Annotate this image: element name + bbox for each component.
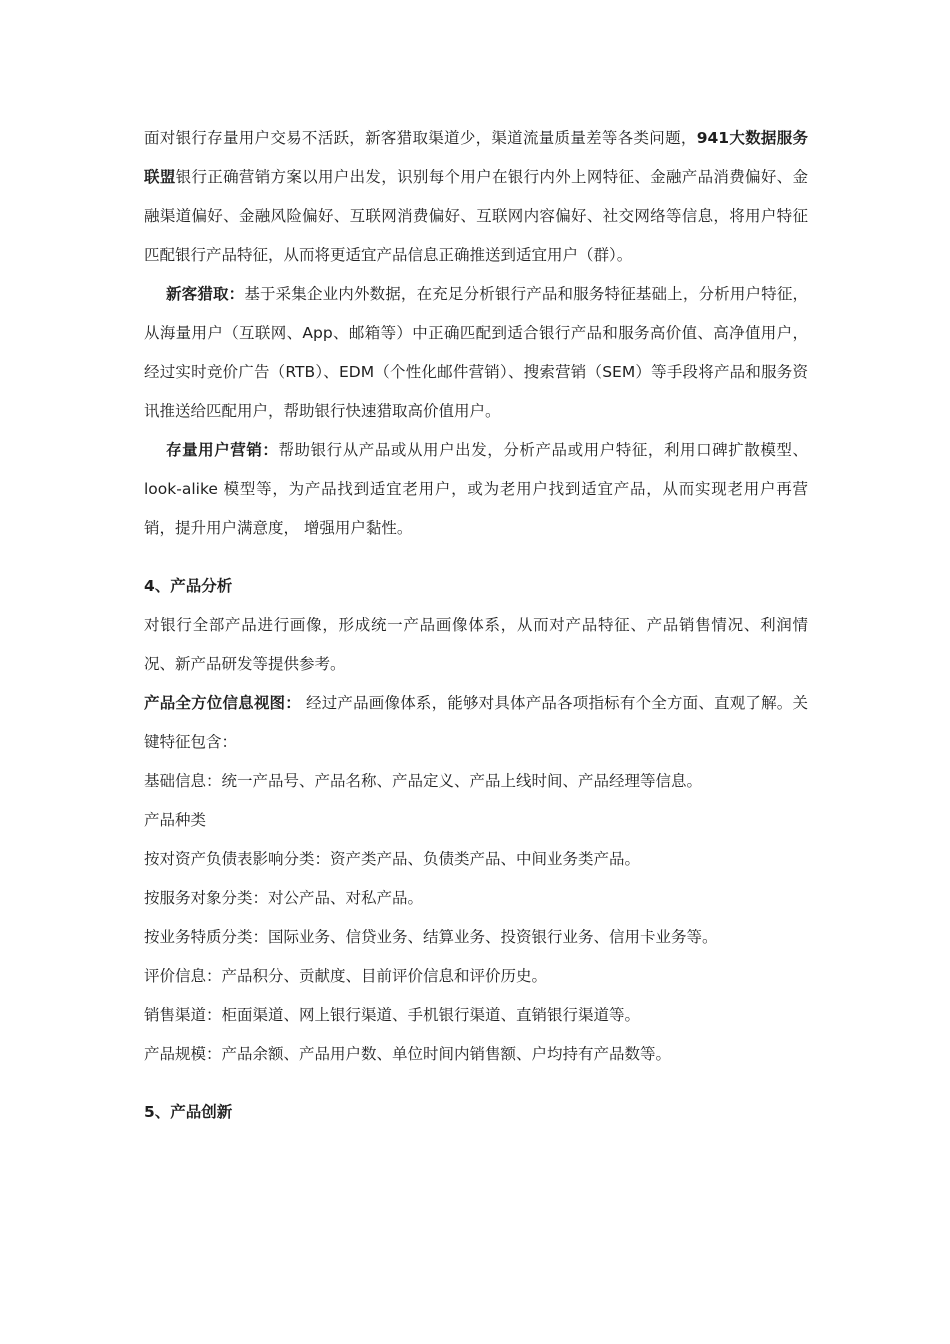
intro-text-1: 面对银行存量用户交易不活跃，新客猎取渠道少，渠道流量质量差等各类问题， [144,129,697,147]
product-view-label: 产品全方位信息视图： [144,694,301,712]
section5-heading: 5、产品创新 [144,1103,233,1121]
feature-item: 按服务对象分类：对公产品、对私产品。 [144,889,424,907]
feature-item: 按业务特质分类：国际业务、信贷业务、结算业务、投资银行业务、信用卡业务等。 [144,928,718,946]
existing-customer-text: 帮助银行从产品或从用户出发，分析产品或用户特征，利用口碑扩散模型、look-alike 模型等，为产品找到适宜老用户，或为老用户找到适宜产品，从而实现老用户再营销，提升用户满意度， 增强用户黏性。 [144,441,808,537]
product-view-paragraph [144,684,808,762]
existing-customer-label: 存量用户营销： [166,441,279,459]
intro-text-2: 银行正确营销方案以用户出发，识别每个用户在银行内外上网特征、金融产品消费偏好、金融渠道偏好、金融风险偏好、互联网消费偏好、互联网内容偏好、社交网络等信息，将用户特征匹配银行产品特征，从而将更适宜产品信息正确推送到适宜用户（群）。 [144,168,808,264]
existing-customer-paragraph [144,431,808,548]
feature-item: 销售渠道：柜面渠道、网上银行渠道、手机银行渠道、直销银行渠道等。 [144,1006,641,1024]
feature-item: 基础信息：统一产品号、产品名称、产品定义、产品上线时间、产品经理等信息。 [144,772,703,790]
feature-item: 按对资产负债表影响分类：资产类产品、负债类产品、中间业务类产品。 [144,850,641,868]
new-customer-label: 新客猎取： [166,285,245,303]
intro-brand-bold: 941大数据服务联盟 [144,129,808,186]
new-customer-text: 基于采集企业内外数据，在充足分析银行产品和服务特征基础上，分析用户特征，从海量用户（互联网、App、邮箱等）中正确匹配到适合银行产品和服务高价值、高净值用户，经过实时竞价广告（RTB）、EDM（个性化邮件营销）、搜索营销（SEM）等手段将产品和服务资讯推送给匹配用户，帮助银行快速猎取高价值用户。 [144,285,808,420]
section4-intro: 对银行全部产品进行画像，形成统一产品画像体系，从而对产品特征、产品销售情况、利润情况、新产品研发等提供参考。 [144,616,808,673]
section4-heading: 4、产品分析 [144,577,233,595]
document-body [144,119,808,1132]
product-view-text: 经过产品画像体系，能够对具体产品各项指标有个全方面、直观了解。关键特征包含： [144,694,808,751]
feature-item: 产品规模：产品余额、产品用户数、单位时间内销售额、户均持有产品数等。 [144,1045,672,1063]
new-customer-paragraph [144,275,808,431]
feature-item: 产品种类 [144,811,207,829]
feature-item: 评价信息：产品积分、贡献度、目前评价信息和评价历史。 [144,967,548,985]
intro-paragraph [144,119,808,275]
